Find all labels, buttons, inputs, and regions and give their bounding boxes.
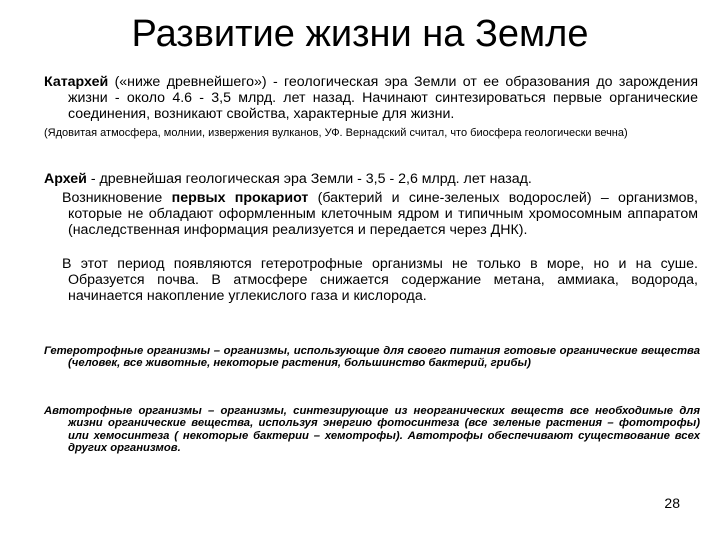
archey-paragraph	[44, 171, 674, 187]
katarchey-note: (Ядовитая атмосфера, молнии, извержения вулканов, УФ. Вернадский считал, что биосфера геологически вечна)	[44, 127, 628, 139]
prokaryotes-term: первых прокариот	[171, 190, 309, 206]
prokaryotes-before: Возникновение	[62, 190, 172, 206]
slide-title: Развитие жизни на Земле	[131, 13, 589, 55]
heterotrophs-definition: Гетеротрофные организмы – организмы, использующие для своего питания готовые органические вещества (человек, все животные, некоторые растения, большинство бактерий, грибы)	[44, 345, 700, 370]
katarchey-paragraph	[44, 74, 698, 122]
katarchey-text: («ниже древнейшего») - геологическая эра Земли от ее образования до зарождения жизни - около 4.6 - 3,5 млрд. лет назад. Начинают синтезироваться первые органические соединения, возникают свойства, характерные для жизни.	[68, 74, 698, 122]
katarchey-term: Катархей	[44, 74, 109, 90]
archey-term: Архей	[44, 171, 87, 187]
autotrophs-definition: Автотрофные организмы – организмы, синтезирующие из неорганических веществ все необходимые для жизни органические вещества, используя энергию фотосинтеза (все зеленые растения – фототрофы) или хемосинтеза ( некоторые бактерии – хемотрофы). Автотрофы обеспечивают существование всех других организмов.	[44, 405, 700, 455]
prokaryotes-paragraph	[44, 190, 698, 238]
archey-text: - древнейшая геологическая эра Земли - 3,5 - 2,6 млрд. лет назад.	[86, 171, 532, 187]
page-number: 28	[664, 495, 680, 511]
period-paragraph: В этот период появляются гетеротрофные организмы не только в море, но и на суше. Образуется почва. В атмосфере снижается содержание метана, аммиака, водорода, начинается накопление углекислого газа и кислорода.	[62, 256, 698, 304]
prokaryotes-after: (бактерий и сине-зеленых водорослей) – организмов, которые не обладают оформленным клеточным ядром и типичным хромосомным аппаратом (наследственная информация реализуется и передается через ДНК).	[68, 190, 698, 238]
